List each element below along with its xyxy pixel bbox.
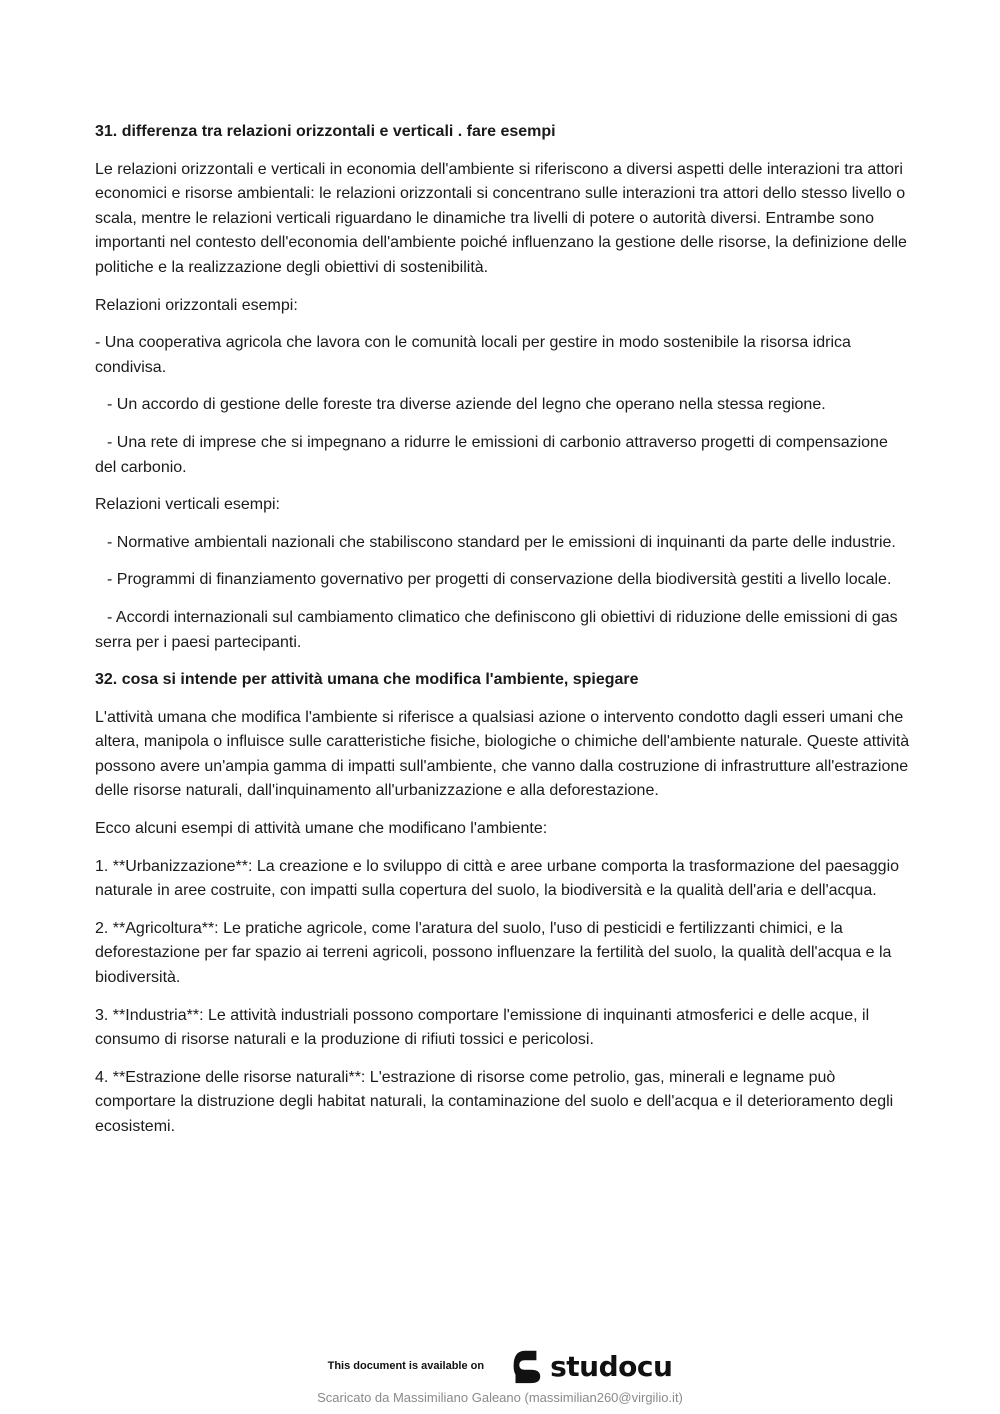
- list-item-vertical-1: - Normative ambientali nazionali che stabiliscono standard per le emissioni di inquinanti da parte delle industrie.: [107, 533, 896, 551]
- section-heading-31: 31. differenza tra relazioni orizzontali e verticali . fare esempi: [95, 123, 556, 140]
- list-item-horizontal-3: - Una rete di imprese che si impegnano a ridurre le emissioni di carbonio attraverso progetti di compensazione del carbonio.: [95, 433, 888, 476]
- studocu-banner[interactable]: [0, 1346, 1000, 1386]
- document-body: [95, 120, 910, 1153]
- list-item-horizontal-1: - Una cooperativa agricola che lavora con le comunità locali per gestire in modo sostenibile la risorsa idrica condivisa.: [95, 334, 851, 376]
- download-attribution: Scaricato da Massimiliano Galeano (massimilian260@virgilio.it): [317, 1390, 683, 1405]
- list-item-activity-4: 4. **Estrazione delle risorse naturali**: L'estrazione di risorse come petrolio, gas, minerali e legname può comportare la distruzione degli habitat naturali, la contaminazione del suolo e dell'acqua e il deterioramento degli ecosistemi.: [95, 1068, 894, 1135]
- page-footer: [0, 1340, 1000, 1414]
- paragraph-31-intro: Le relazioni orizzontali e verticali in economia dell'ambiente si riferiscono a diversi aspetti delle interazioni tra attori economici e risorse ambientali: le relazioni orizzontali si concentrano sulle interazioni tra attori dello stesso livello o scala, mentre le relazioni verticali riguardano le dinamiche tra livelli di potere o autorità diversi. Entrambe sono importanti nel contesto dell'economia dell'ambiente poiché influenzano la gestione delle risorse, la definizione delle politiche e la realizzazione degli obiettivi di sostenibilità.: [95, 160, 907, 276]
- studocu-logo-icon: [506, 1347, 544, 1385]
- paragraph-examples-label: Ecco alcuni esempi di attività umane che modificano l'ambiente:: [95, 820, 548, 838]
- list-item-vertical-2: - Programmi di finanziamento governativo per progetti di conservazione della biodiversità gestiti a livello locale.: [107, 571, 892, 589]
- section-heading-32: 32. cosa si intende per attività umana che modifica l'ambiente, spiegare: [95, 671, 639, 689]
- list-item-vertical-3: - Accordi internazionali sul cambiamento climatico che definiscono gli obiettivi di riduzione delle emissioni di gas serra per i paesi partecipanti.: [95, 608, 898, 651]
- studocu-brand[interactable]: [506, 1347, 672, 1385]
- list-item-activity-2: 2. **Agricoltura**: Le pratiche agricole, come l'aratura del suolo, l'uso di pesticidi e fertilizzanti chimici, e la deforestazione per far spazio ai terreni agricoli, possono influenzare la fertilità del suolo, la qualità dell'acqua e la biodiversità.: [95, 919, 892, 987]
- list-item-activity-3: 3. **Industria**: Le attività industriali possono comportare l'emissione di inquinanti atmosferici e delle acque, il consumo di risorse naturali e la produzione di rifiuti tossici e pericolosi.: [95, 1006, 870, 1049]
- paragraph-horizontal-label: Relazioni orizzontali esempi:: [95, 296, 298, 314]
- paragraph-32-intro: L'attività umana che modifica l'ambiente si riferisce a qualsiasi azione o intervento condotto dagli esseri umani che altera, manipola o influisce sulle caratteristiche fisiche, biologiche o chimiche dell'ambiente naturale. Queste attività possono avere un'ampia gamma di impatti sull'ambiente, che vanno dalla costruzione di infrastrutture all'estrazione delle risorse naturali, dall'inquinamento all'urbanizzazione e alla deforestazione.: [95, 708, 910, 800]
- paragraph-vertical-label: Relazioni verticali esempi:: [95, 496, 280, 514]
- available-on-text: This document is available on: [327, 1360, 485, 1372]
- studocu-wordmark: studocu: [550, 1349, 673, 1383]
- list-item-horizontal-2: - Un accordo di gestione delle foreste tra diverse aziende del legno che operano nella stessa regione.: [107, 396, 826, 414]
- list-item-activity-1: 1. **Urbanizzazione**: La creazione e lo sviluppo di città e aree urbane comporta la trasformazione del paesaggio naturale in aree costruite, con impatti sulla copertura del suolo, la biodiversità e la qualità dell'aria e dell'acqua.: [95, 857, 900, 900]
